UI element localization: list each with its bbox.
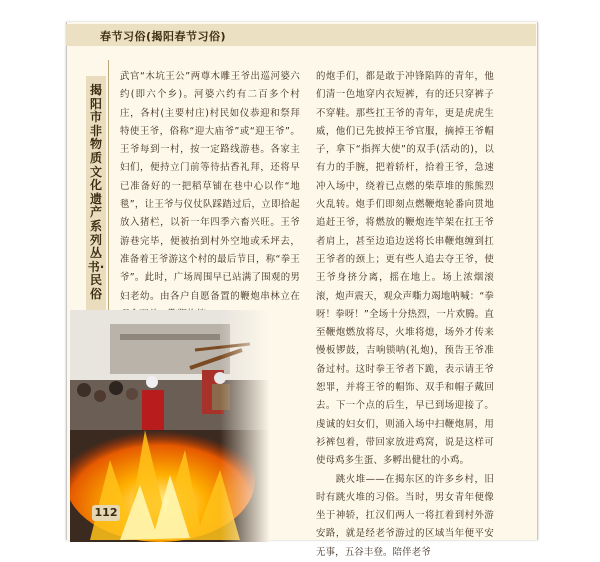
series-title: 揭阳市非物质文化遗产系列丛书·民俗 (87, 83, 105, 301)
page-header-title: 春节习俗(揭阳春节习俗) (100, 30, 227, 43)
body-text-left-column: 武官“木坑王公”两尊木雕王爷出巡河婆六约(即六个乡)。河婆六约有二百多个村庄，各村(主要村庄)村民如仪恭迎和祭拜特使王爷，俗称“迎大庙爷”或“迎王爷”。王爷每到一村，按一定路线游巷。各家主妇们，便持立门前等待拈香礼拜，还将早已准备好的一把稻草铺在巷中心以作“地毯”，让王爷与仪仗队踩踏过后，立即拾起放入猪栏，以祈一年四季六畜兴旺。王爷游巷完毕，便被抬到村外空地或禾坪去，准备着王爷游这个村的最后节目，称“拳王爷”。此时，广场周围早已站满了围观的男妇老幼。由各户自愿备置的鞭炮串林立在 (120, 71, 300, 302)
sidebar-rule (108, 60, 109, 320)
page-number: 112 (92, 505, 120, 521)
body-text-right-column: 的炮手们，都是敢于冲锋陷阵的青年，他们清一色地穿内衣短裤，有的还只穿裤子不穿鞋。那些扛王爷的青年，更是虎虎生威，他们已先披掉王爷官服，摘掉王爷帽子，拿下“指挥大使”的双手(活动的)，以有力的手腕，把着轿杆，拾着王爷，急速冲入场中，绕着已点燃的柴草堆的熊熊烈火乱转。炮手们即刻点燃鞭炮轮番向贯地追赶王爷，将燃放的鞭炮连竿架在扛王爷者肩上，甚至边追边送将长串鞭炮缠到扛王爷者的颈上；更有些人追去夺王爷，使王爷身挤分离，摇在地上。场上浓烟滚滚，炮声震天，观众声嘶力竭地呐喊：“拳呀！拳呀！”全场十分热烈，一片欢腾。直至鞭炮燃放将尽，火堆将熄，场外才传来慢板锣鼓，吉响锁呐(礼炮)，预告王爷准备过村。这时拳王爷者下跪，表示请王爷恕罪，并将王爷的帽饰、双手和帽子戴回去。下一个点的后生，早已到场迎接了。虔诚的妇女们，则涌入场中扫鞭炮屑，用衫裤包着，带回家放进鸡窝，说是这样可使母鸡多生蛋、多孵出健壮的小鸡。 跳火堆——在揭东区的许多乡村，旧时有跳火堆的习俗。当时，男女青年便像坐于神轿，扛汉们两人一将扛着到村外游安路，就是经老爷游过的区域当年便平安无事，五谷丰登。陪伴老爷 (316, 71, 494, 558)
